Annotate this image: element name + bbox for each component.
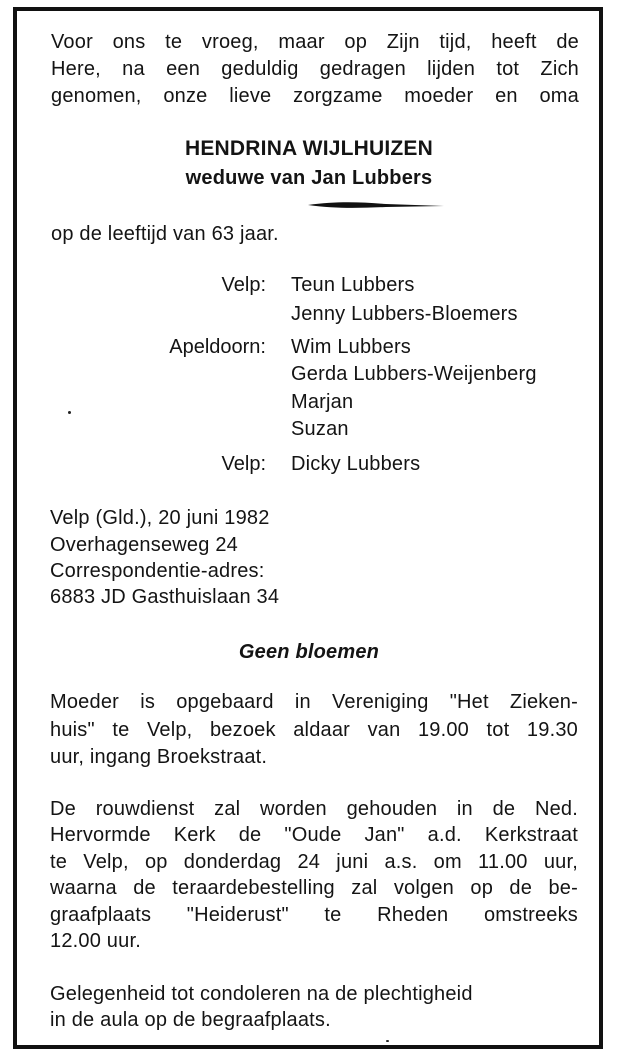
family-name: Jenny Lubbers-Bloemers xyxy=(291,303,518,325)
service-line: De rouwdienst zal worden gehouden in de Ned. xyxy=(50,798,578,820)
family-place-apeldoorn: Apeldoorn: xyxy=(169,336,266,358)
address-line-street: Overhagenseweg 24 xyxy=(50,534,238,556)
viewing-line: Moeder is opgebaard in Vereniging "Het Zieken- xyxy=(50,691,578,713)
family-name: Suzan xyxy=(291,418,349,440)
family-place-velp-2: Velp: xyxy=(221,453,266,475)
family-name: Dicky Lubbers xyxy=(291,453,421,475)
condolence-line: Gelegenheid tot condoleren na de plechtigheid xyxy=(50,983,473,1005)
service-line: waarna de teraardebestelling zal volgen op de be- xyxy=(50,877,578,899)
print-speck xyxy=(386,1040,389,1042)
address-line-label: Correspondentie-adres: xyxy=(50,560,265,582)
intro-line-1: Voor ons te vroeg, maar op Zijn tijd, heeft de xyxy=(51,31,579,53)
address-line-postal: 6883 JD Gasthuislaan 34 xyxy=(50,586,280,608)
service-line: graafplaats "Heiderust" te Rheden omstreeks xyxy=(50,904,578,926)
intro-line-3: genomen, onze lieve zorgzame moeder en oma xyxy=(51,85,579,107)
service-line: 12.00 uur. xyxy=(50,930,141,952)
service-line: te Velp, op donderdag 24 juni a.s. om 11.00 uur, xyxy=(50,851,578,873)
condolence-line: in de aula op de begraafplaats. xyxy=(50,1009,331,1031)
family-name: Gerda Lubbers-Weijenberg xyxy=(291,363,537,385)
deceased-subtitle: weduwe van Jan Lubbers xyxy=(185,167,433,189)
address-line-date: Velp (Gld.), 20 juni 1982 xyxy=(50,507,270,529)
deceased-name: HENDRINA WIJLHUIZEN xyxy=(184,137,434,160)
family-name: Wim Lubbers xyxy=(291,336,412,358)
family-name: Teun Lubbers xyxy=(291,274,415,296)
age-line: op de leeftijd van 63 jaar. xyxy=(51,223,279,245)
family-place-velp-1: Velp: xyxy=(221,274,266,296)
viewing-line: uur, ingang Broekstraat. xyxy=(50,746,268,768)
intro-line-2: Here, na een geduldig gedragen lijden tot Zich xyxy=(51,58,579,80)
ornament-rule xyxy=(306,198,446,212)
family-name: Marjan xyxy=(291,391,354,413)
service-line: Hervormde Kerk de "Oude Jan" a.d. Kerkstraat xyxy=(50,824,578,846)
no-flowers-note: Geen bloemen xyxy=(238,641,380,663)
viewing-line: huis" te Velp, bezoek aldaar van 19.00 tot 19.30 xyxy=(50,719,578,741)
print-speck xyxy=(68,411,71,414)
